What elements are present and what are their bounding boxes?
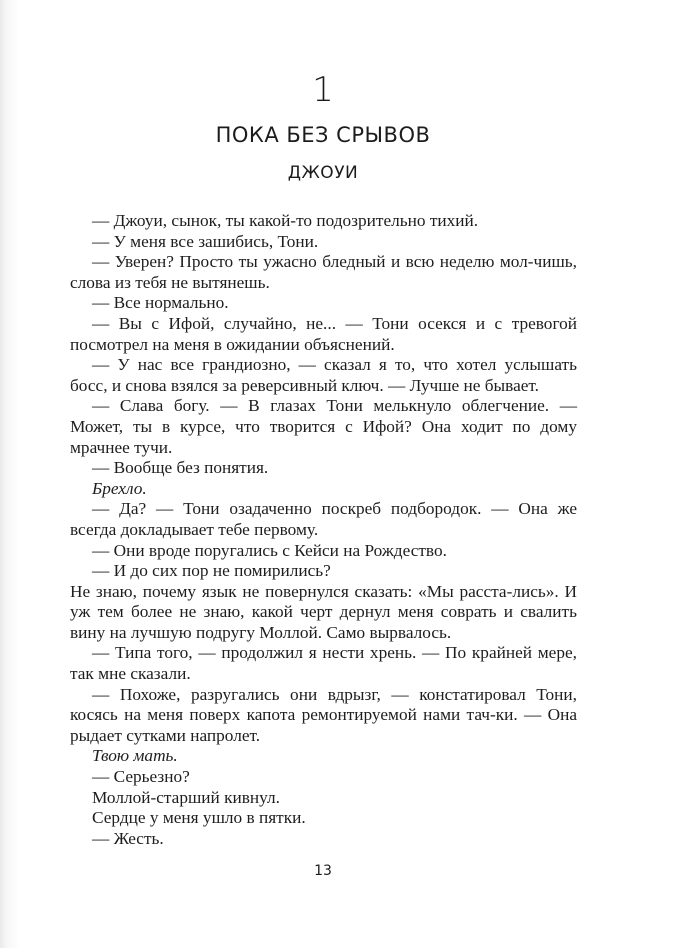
paragraph: — Слава богу. — В глазах Тони мелькнуло облегчение. — Может, ты в курсе, что творится с Ифой? Она ходит по дому мрачнее тучи. (70, 396, 577, 457)
paragraph: Сердце у меня ушло в пятки. (92, 808, 306, 828)
pov-character-name: ДЖОУИ (287, 163, 359, 183)
paragraph: — Джоуи, сынок, ты какой-то подозрительно тихий. (92, 211, 479, 230)
paragraph: — Похоже, разругались они вдрызг, — констатировал Тони, косясь на меня поверх капота ремонтируемой нами тач-ки. — Она рыдает сутками напролет. (70, 684, 577, 745)
paragraph: — У нас все грандиозно, — сказал я то, что хотел услышать босс, и снова взялся за реверсивный ключ. — Лучше не бывает. (70, 355, 577, 395)
paragraph: Моллой-старший кивнул. (92, 787, 280, 807)
paragraph: — У меня все зашибись, Тони. (92, 231, 319, 251)
paragraph: — Жесть. (92, 828, 164, 848)
paragraph-italic-thought: Брехло. (92, 478, 147, 498)
paragraph: — Они вроде поругались с Кейси на Рождество. (92, 540, 447, 560)
chapter-number: 1 (312, 70, 334, 110)
chapter-title: ПОКА БЕЗ СРЫВОВ (215, 123, 431, 147)
paragraph-italic-thought: Твою мать. (92, 746, 178, 766)
paragraph: — Серьезно? (92, 767, 190, 787)
paragraph: — Вы с Ифой, случайно, не... — Тони осекся и с тревогой посмотрел на меня в ожидании объяснений. (70, 313, 577, 354)
paragraph: Не знаю, почему язык не повернулся сказать: «Мы расста-лись». И уж тем более не знаю, какой черт дернул меня соврать и свалить вину на лучшую подругу Моллой. Само вырвалось. (70, 581, 577, 642)
paragraph: — Все нормально. (92, 293, 229, 313)
page-number: 13 (314, 863, 332, 879)
paragraph: — Вообще без понятия. (92, 458, 269, 478)
paragraph: — Уверен? Просто ты ужасно бледный и всю неделю мол-чишь, слова из тебя не вытянешь. (70, 252, 577, 292)
chapter-body-text (70, 211, 577, 849)
paragraph: — Типа того, — продолжил я нести хрень. — По крайней мере, так мне сказали. (70, 643, 577, 684)
paragraph: — Да? — Тони озадаченно поскреб подбородок. — Она же всегда докладывает тебе первому. (70, 499, 577, 539)
paragraph: — И до сих пор не помирились? (92, 561, 331, 581)
